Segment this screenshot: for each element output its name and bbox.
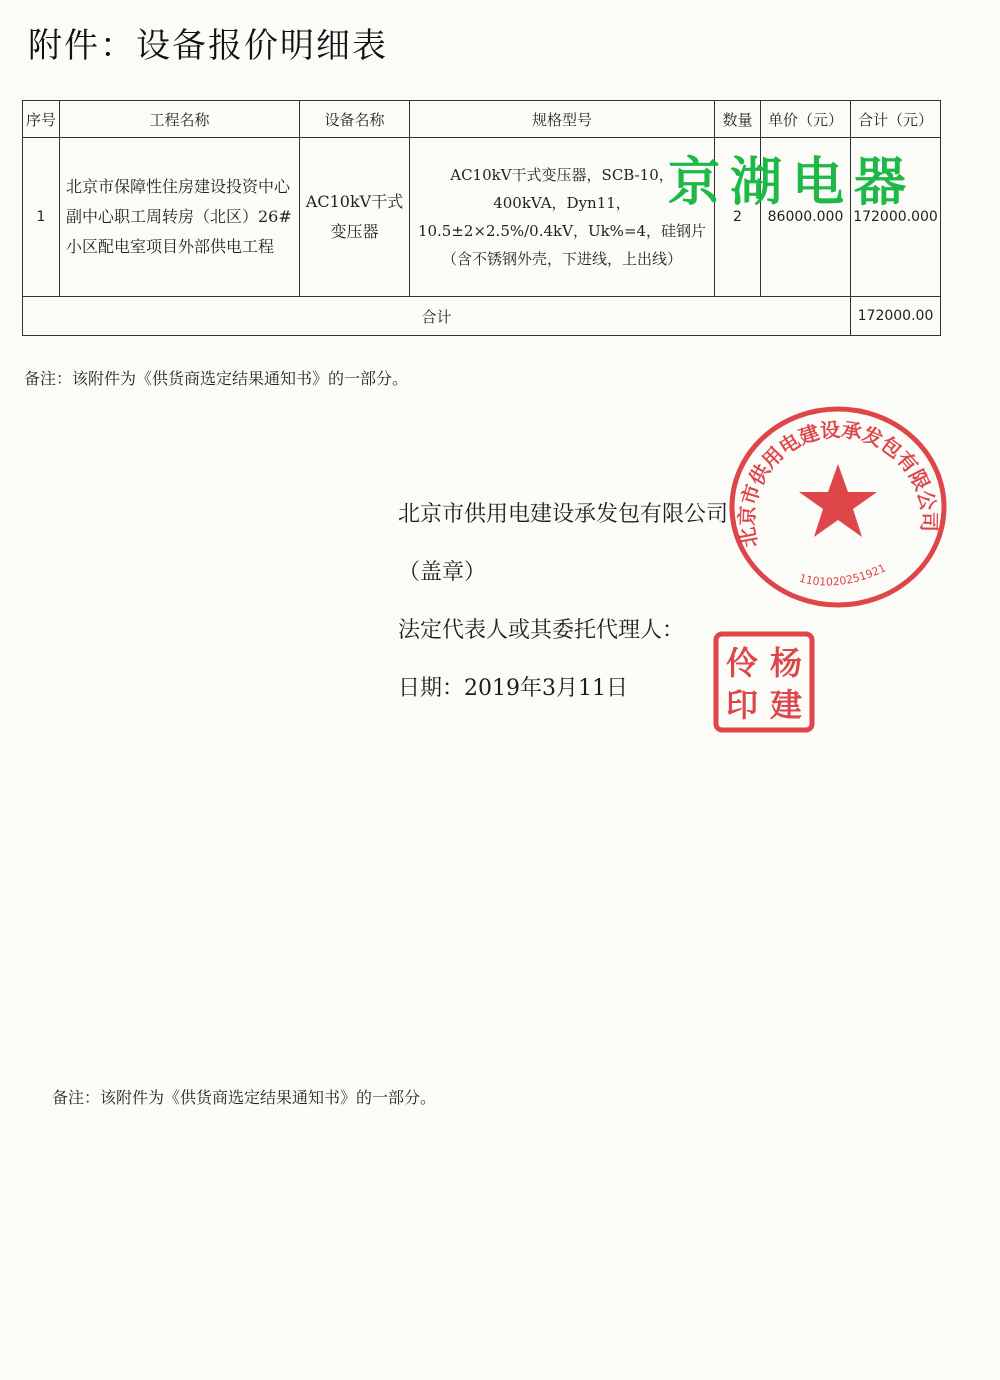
seal-char-2: 建 — [769, 686, 803, 724]
signing-date: 日期：2019年3月11日 — [398, 676, 628, 701]
svg-text:1101020251921 — [798, 561, 888, 588]
cell-total: 172000.000 — [851, 138, 941, 297]
note-top: 备注：该附件为《供货商选定结果通知书》的一部分。 — [24, 369, 409, 388]
cell-unit-price: 86000.000 — [761, 138, 851, 297]
sum-value: 172000.00 — [851, 297, 941, 336]
representative-label: 法定代表人或其委托代理人： — [398, 618, 685, 643]
header-unit-price: 单价（元） — [761, 101, 851, 138]
header-seq: 序号 — [23, 101, 60, 138]
seal-char-1: 杨 — [769, 644, 803, 682]
seal-char-4: 印 — [725, 686, 759, 724]
table-header-row — [23, 101, 941, 138]
header-equipment: 设备名称 — [300, 101, 410, 138]
personal-seal-icon — [712, 630, 816, 734]
seal-char-3: 伶 — [725, 644, 759, 682]
cell-qty: 2 — [715, 138, 761, 297]
cell-spec: AC10kV干式变压器，SCB-10，400kVA，Dyn11，10.5±2×2.5%/0.4kV，Uk%=4，硅钢片（含不锈钢外壳，下进线，上出线） — [410, 138, 715, 297]
cell-project: 北京市保障性住房建设投资中心副中心职工周转房（北区）26#小区配电室项目外部供电工程 — [60, 138, 300, 297]
stamp-label: （盖章） — [398, 560, 487, 585]
header-total: 合计（元） — [851, 101, 941, 138]
document-title: 附件：设备报价明细表 — [28, 26, 388, 66]
header-qty: 数量 — [715, 101, 761, 138]
seal-code-text: 1101020251921 — [797, 561, 888, 589]
header-project: 工程名称 — [60, 101, 300, 138]
equipment-quote-table — [22, 100, 941, 336]
company-seal-icon — [718, 402, 958, 612]
seal-round-text: 北京市供用电建设承发包有限公司 — [734, 417, 942, 550]
sum-label: 合计 — [23, 297, 851, 336]
note-bottom: 备注：该附件为《供货商选定结果通知书》的一部分。 — [52, 1088, 437, 1107]
header-spec: 规格型号 — [410, 101, 715, 138]
company-name: 北京市供用电建设承发包有限公司 — [398, 502, 729, 527]
watermark-text: 京湖电器 — [668, 153, 917, 213]
cell-equipment: AC10kV干式变压器 — [300, 138, 410, 297]
cell-seq: 1 — [23, 138, 60, 297]
table-total-row — [23, 297, 941, 336]
signature-block — [398, 498, 728, 730]
